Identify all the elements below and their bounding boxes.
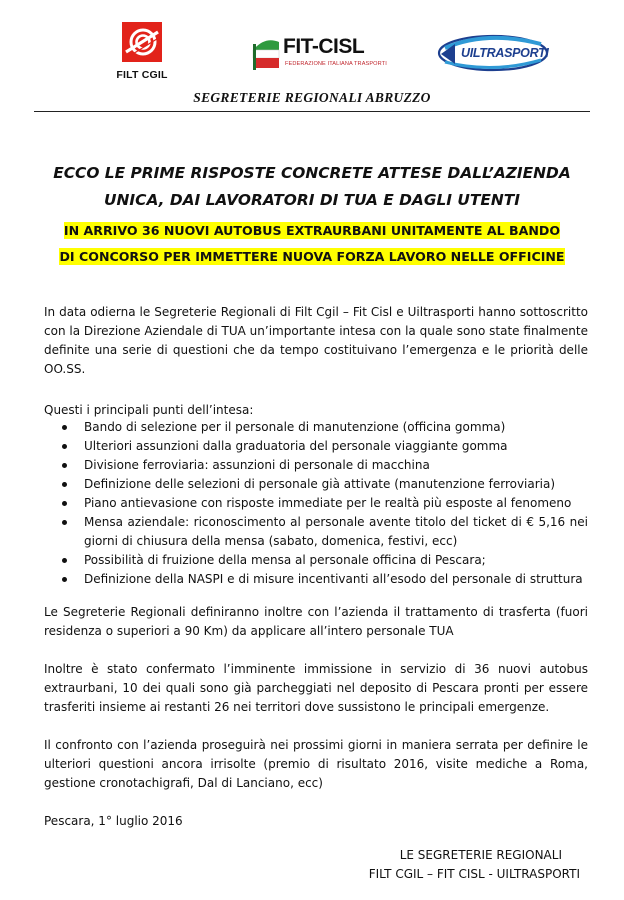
list-item	[62, 494, 588, 513]
list-item-text: Piano antievasione con risposte immediate per le realtà più esposte al fenomeno	[84, 496, 572, 510]
list-item	[62, 437, 588, 456]
signature-line-1: LE SEGRETERIE REGIONALI	[399, 848, 562, 862]
regional-secretariats-heading: SEGRETERIE REGIONALI ABRUZZO	[193, 90, 431, 105]
paragraph-agreement: In data odierna le Segreterie Regionali di Filt Cgil – Fit Cisl e Uiltrasporti hanno sottoscritto con la Direzione Aziendale di TUA un’importante intesa con la quale sono state finalmente definite una serie di questioni che da tempo costituivano l’emergenza e le priorità delle OO.SS.	[44, 305, 588, 376]
paragraph-new-buses: Inoltre è stato confermato l’imminente immissione in servizio di 36 nuovi autobus extraurbani, 10 dei quali sono già parcheggiati nel deposito di Pescara pronti per essere trasferiti insieme ai restanti 26 nei territori dove sussistono le principali emergenze.	[44, 662, 588, 714]
bullet-icon	[62, 482, 67, 487]
highlighted-subtitle	[30, 218, 594, 270]
subtitle-line-2: DI CONCORSO PER IMMETTERE NUOVA FORZA LAVORO NELLE OFFICINE	[59, 249, 565, 264]
filt-cgil-logo	[115, 22, 169, 81]
paragraph-further-negotiation: Il confronto con l’azienda proseguirà nei prossimi giorni in maniera serrata per definire le ulteriori questioni ancora irrisolte (premio di risultato 2016, visite mediche a Roma, gestione cronotachigrafi, Dal di Lanciano, ecc)	[44, 738, 588, 790]
signature-line-2: FILT CGIL – FIT CISL - UILTRASPORTI	[368, 867, 580, 881]
agreement-points-list	[62, 418, 588, 589]
bullet-icon	[62, 463, 67, 468]
bullet-icon	[62, 444, 67, 449]
bullet-icon	[62, 558, 67, 563]
document-title	[30, 160, 594, 214]
list-item	[62, 570, 588, 589]
list-item	[62, 551, 588, 570]
list-item-text: Definizione della NASPI e di misure incentivanti all’esodo del personale di struttura	[84, 572, 583, 586]
list-item-text: Possibilità di fruizione della mensa al personale officina di Pescara;	[84, 553, 486, 567]
list-item	[62, 475, 588, 494]
logo-bar	[0, 16, 624, 82]
list-item-text: Mensa aziendale: riconoscimento al personale avente titolo del ticket di € 5,16 nei giorni di chiusura della mensa (sabato, domenica, festivi, ecc)	[84, 515, 588, 548]
fit-cisl-logo	[249, 32, 387, 78]
bullet-icon	[62, 577, 67, 582]
list-item-text: Divisione ferroviaria: assunzioni di personale di macchina	[84, 458, 430, 472]
list-item	[62, 456, 588, 475]
filt-cgil-emblem-icon	[122, 22, 162, 62]
list-item	[62, 418, 588, 437]
subtitle-line-1: IN ARRIVO 36 NUOVI AUTOBUS EXTRAURBANI UNITAMENTE AL BANDO	[63, 223, 561, 238]
paragraph-travel-allowance: Le Segreterie Regionali definiranno inoltre con l’azienda il trattamento di trasferta (fuori residenza o superiori a 90 Km) da applicare all’intero personale TUA	[44, 605, 588, 638]
uiltrasporti-logo-text: UILTRASPORTI	[461, 46, 549, 60]
bullet-icon	[62, 501, 67, 506]
document-title-line-1: ECCO LE PRIME RISPOSTE CONCRETE ATTESE DALL’AZIENDA	[53, 164, 571, 182]
list-item-text: Ulteriori assunzioni dalla graduatoria del personale viaggiante gomma	[84, 439, 508, 453]
list-item-text: Definizione delle selezioni di personale già attivate (manutenzione ferroviaria)	[84, 477, 556, 491]
bullet-icon	[62, 425, 67, 430]
points-intro: Questi i principali punti dell’intesa:	[44, 403, 254, 417]
fit-cisl-flag-icon	[249, 34, 281, 74]
fit-cisl-logo-subtitle: FEDERAZIONE ITALIANA TRASPORTI	[285, 61, 387, 67]
bullet-icon	[62, 520, 67, 525]
list-item-text: Bando di selezione per il personale di manutenzione (officina gomma)	[84, 420, 506, 434]
document-date: Pescara, 1° luglio 2016	[44, 814, 183, 828]
fit-cisl-logo-text: FIT-CISL	[283, 35, 365, 58]
list-item	[62, 513, 588, 551]
header-divider	[34, 111, 590, 112]
uiltrasporti-logo	[437, 34, 549, 72]
document-title-line-2: UNICA, DAI LAVORATORI DI TUA E DAGLI UTENTI	[104, 191, 520, 209]
filt-cgil-logo-text: FILT CGIL	[116, 69, 168, 81]
